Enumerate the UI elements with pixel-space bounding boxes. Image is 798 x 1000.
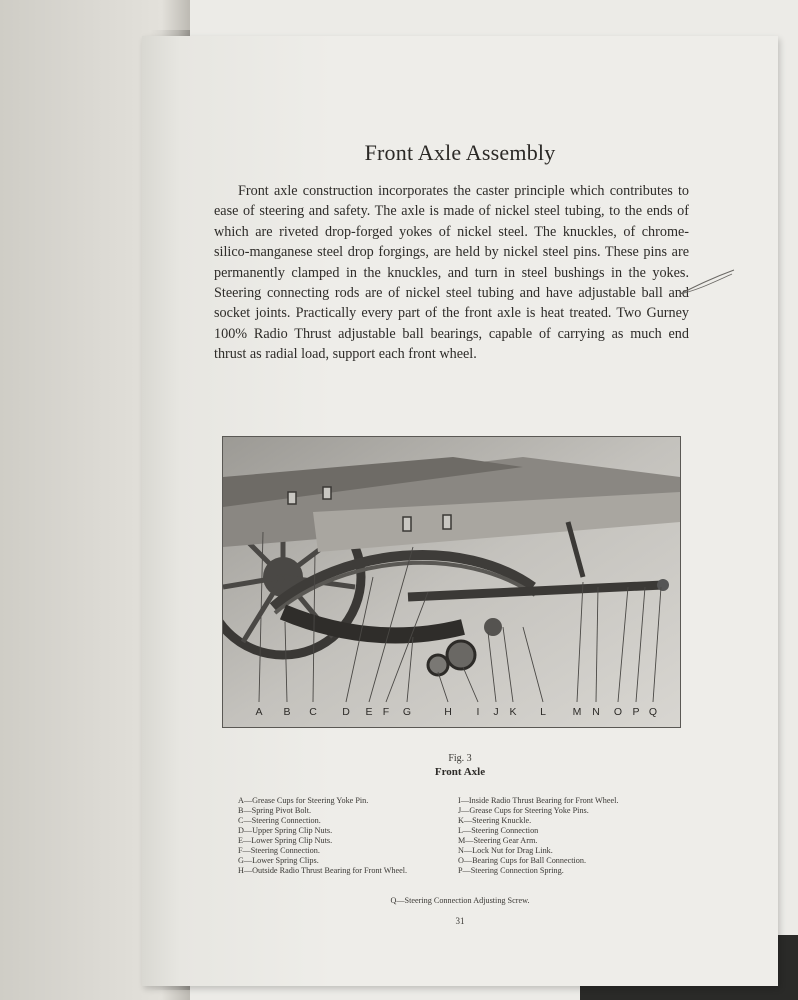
callout-letter-j: J <box>493 706 499 718</box>
legend-item: F—Steering Connection. <box>238 846 320 855</box>
page-number: 31 <box>455 916 465 926</box>
legend-right-column <box>458 796 672 876</box>
callout-letter-i: I <box>476 706 480 718</box>
legend-item: H—Outside Radio Thrust Bearing for Front Wheel. <box>238 866 408 875</box>
legend-item: L—Steering Connection <box>458 826 539 835</box>
callout-letter-a: A <box>255 706 263 718</box>
pencil-mark-icon <box>678 268 738 298</box>
legend-item: O—Bearing Cups for Ball Connection. <box>458 856 587 865</box>
figure-caption: Front Axle <box>434 766 486 778</box>
callout-letter-l: L <box>540 706 546 718</box>
callout-letter-q: Q <box>648 706 658 718</box>
callout-letter-k: K <box>509 706 517 718</box>
legend-item: J—Grease Cups for Steering Yoke Pins. <box>458 806 589 815</box>
callout-letter-n: N <box>592 706 600 718</box>
page-title: Front Axle Assembly <box>364 140 556 165</box>
legend-item: M—Steering Gear Arm. <box>458 836 538 845</box>
callout-letter-o: O <box>613 706 623 718</box>
callout-letter-m: M <box>572 706 582 718</box>
figure-number: Fig. 3 <box>448 753 472 764</box>
legend-item: N—Lock Nut for Drag Link. <box>458 846 553 855</box>
callout-letter-e: E <box>365 706 373 718</box>
legend-item: I—Inside Radio Thrust Bearing for Front Wheel. <box>458 796 619 805</box>
legend-item: G—Lower Spring Clips. <box>238 856 319 865</box>
callout-letter-b: B <box>283 706 291 718</box>
legend-item: D—Upper Spring Clip Nuts. <box>238 826 333 835</box>
legend-left-column <box>238 796 453 876</box>
front-axle-photo <box>222 436 681 728</box>
legend-item: B—Spring Pivot Bolt. <box>238 806 312 815</box>
legend-item: A—Grease Cups for Steering Yoke Pin. <box>238 796 369 805</box>
callout-letter-g: G <box>402 706 412 718</box>
intro-paragraph: Front axle construction incorporates the caster principle which contributes to ease of steering and safety. The axle is made of nickel steel tubing, to the ends of which are riveted drop-forged yokes of nickel steel. The knuckles, of chrome-silico-manganese steel drop forgings, are held by nickel steel pins. These pins are permanently clamped in the knuckles, and turn in steel bushings in the yokes. Steering connecting rods are of nickel steel tubing and have adjustable ball and socket joints. Practically every part of the front axle is heat treated. Two Gurney 100% Radio Thrust adjustable ball bearings, capable of carrying as much end thrust as radial load, support each front wheel. <box>214 183 689 363</box>
legend-item: E—Lower Spring Clip Nuts. <box>238 836 333 845</box>
legend-item: C—Steering Connection. <box>238 816 321 825</box>
callout-letter-d: D <box>342 706 350 718</box>
callout-letter-f: F <box>382 706 390 718</box>
callout-letter-p: P <box>632 706 640 718</box>
legend-item-q: Q—Steering Connection Adjusting Screw. <box>390 896 530 905</box>
callout-letter-h: H <box>444 706 452 718</box>
callout-letter-c: C <box>309 706 317 718</box>
legend-item: K—Steering Knuckle. <box>458 816 532 825</box>
legend-item: P—Steering Connection Spring. <box>458 866 564 875</box>
right-page <box>142 36 778 986</box>
